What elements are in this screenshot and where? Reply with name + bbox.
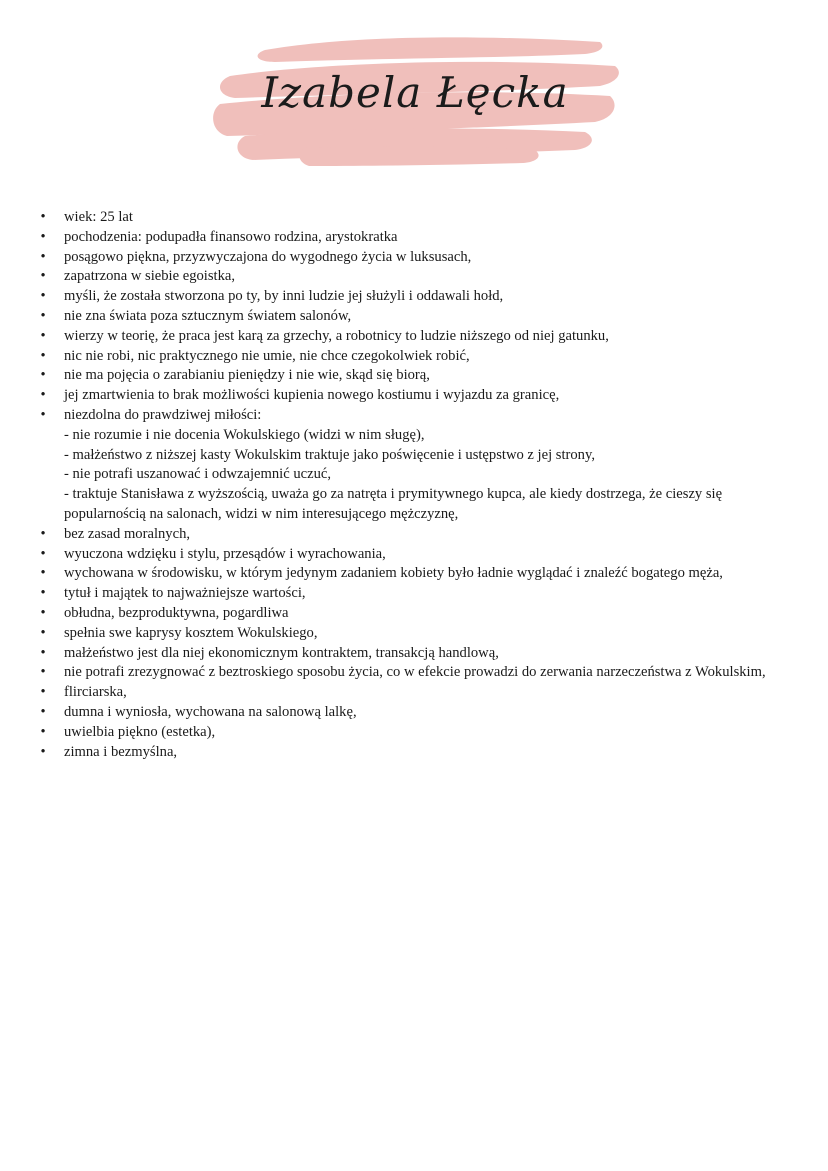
- list-item: [0, 743, 828, 763]
- list-item-text: zimna i bezmyślna,: [64, 743, 178, 760]
- bullet-icon: •: [40, 248, 46, 265]
- bullet-icon: •: [40, 684, 46, 701]
- list-item-text: wierzy w teorię, że praca jest karą za grzechy, a robotnicy to ludzie niższego od niej gatunku,: [64, 327, 609, 344]
- list-item-text: uwielbia piękno (estetka),: [64, 723, 216, 740]
- list-item-text: wiek: 25 lat: [64, 209, 133, 225]
- bullet-icon: •: [40, 288, 46, 305]
- list-item-text: wyuczona wdzięku i stylu, przesądów i wyrachowania,: [64, 545, 386, 562]
- title-banner: [205, 28, 625, 168]
- sub-list-item: - nie rozumie i nie docenia Wokulskiego (widzi w nim sługę),: [64, 426, 425, 443]
- list-item-text: nie zna świata poza sztucznym światem salonów,: [64, 307, 352, 324]
- list-item: [0, 228, 828, 248]
- list-item-text: dumna i wyniosła, wychowana na salonową lalkę,: [64, 703, 357, 720]
- bullet-icon: •: [40, 209, 46, 225]
- bullet-icon: •: [40, 228, 46, 245]
- list-item-text: jej zmartwienia to brak możliwości kupienia nowego kostiumu i wyjazdu za granicę,: [64, 387, 560, 404]
- list-item-text: nic nie robi, nic praktycznego nie umie, nie chce czegokolwiek robić,: [64, 347, 470, 364]
- bullet-icon: •: [40, 406, 46, 423]
- list-item-text: niezdolna do prawdziwej miłości:: [64, 406, 262, 423]
- list-item: [0, 644, 828, 664]
- traits-list: [0, 208, 828, 762]
- list-item: [0, 248, 828, 268]
- list-item: [0, 723, 828, 743]
- list-item-text: bez zasad moralnych,: [64, 525, 191, 542]
- list-item: [0, 584, 828, 604]
- bullet-icon: •: [40, 723, 46, 740]
- list-item: [0, 307, 828, 327]
- bullet-icon: •: [40, 327, 46, 344]
- list-item: [0, 327, 828, 347]
- bullet-icon: •: [40, 644, 46, 661]
- list-item: [0, 406, 828, 525]
- bullet-icon: •: [40, 387, 46, 404]
- bullet-icon: •: [40, 545, 46, 562]
- list-item-text: posągowo piękna, przyzwyczajona do wygodnego życia w luksusach,: [64, 248, 472, 265]
- bullet-icon: •: [40, 367, 46, 384]
- bullet-icon: •: [40, 585, 46, 602]
- list-item: [0, 604, 828, 624]
- list-item: [0, 366, 828, 386]
- list-item: [0, 624, 828, 644]
- list-item-text: małżeństwo jest dla niej ekonomicznym kontraktem, transakcją handlową,: [64, 644, 499, 661]
- traits-content: [0, 208, 828, 762]
- list-item: [0, 525, 828, 545]
- list-item: [0, 564, 828, 584]
- list-item: [0, 545, 828, 565]
- bullet-icon: •: [40, 703, 46, 720]
- bullet-icon: •: [40, 664, 46, 681]
- list-item: [0, 663, 828, 683]
- list-item-text: nie ma pojęcia o zarabianiu pieniędzy i nie wie, skąd się biorą,: [64, 367, 430, 384]
- list-item-text: spełnia swe kaprysy kosztem Wokulskiego,: [64, 624, 318, 641]
- bullet-icon: •: [40, 743, 46, 760]
- list-item: [0, 683, 828, 703]
- list-item-text: obłudna, bezproduktywna, pogardliwa: [64, 604, 289, 621]
- list-item-text: flirciarska,: [64, 684, 127, 701]
- sub-list-item: - traktuje Stanisława z wyższością, uważa go za natręta i prymitywnego kupca, ale kiedy dostrzega, że cieszy się popularnością na salonach, widzi w nim interesującego mężczyznę,: [64, 486, 723, 522]
- bullet-icon: •: [40, 525, 46, 542]
- list-item-text: nie potrafi zrezygnować z beztroskiego sposobu życia, co w efekcie prowadzi do zerwania narzeczeństwa z Wokulskim,: [64, 664, 766, 681]
- bullet-icon: •: [40, 307, 46, 324]
- list-item-text: pochodzenia: podupadła finansowo rodzina, arystokratka: [64, 228, 398, 245]
- list-item-text: myśli, że została stworzona po ty, by inni ludzie jej służyli i oddawali hołd,: [64, 288, 504, 305]
- sub-list-item: - nie potrafi uszanować i odwzajemnić uczuć,: [64, 466, 332, 483]
- bullet-icon: •: [40, 565, 46, 582]
- list-item: [0, 703, 828, 723]
- list-item-text: zapatrzona w siebie egoistka,: [64, 268, 235, 285]
- list-item: [0, 347, 828, 367]
- sub-list-item: - małżeństwo z niższej kasty Wokulskim traktuje jako poświęcenie i ustępstwo z jej strony,: [64, 446, 595, 463]
- bullet-icon: •: [40, 268, 46, 285]
- bullet-icon: •: [40, 347, 46, 364]
- list-item-text: wychowana w środowisku, w którym jedynym zadaniem kobiety było ładnie wyglądać i znaleźć bogatego męża,: [64, 565, 723, 582]
- list-item: [0, 386, 828, 406]
- list-item: [0, 267, 828, 287]
- bullet-icon: •: [40, 604, 46, 621]
- list-item-text: tytuł i majątek to najważniejsze wartości,: [64, 585, 306, 602]
- page-title: Izabela Łęcka: [261, 68, 569, 117]
- list-item: [0, 287, 828, 307]
- list-item: [0, 208, 828, 228]
- bullet-icon: •: [40, 624, 46, 641]
